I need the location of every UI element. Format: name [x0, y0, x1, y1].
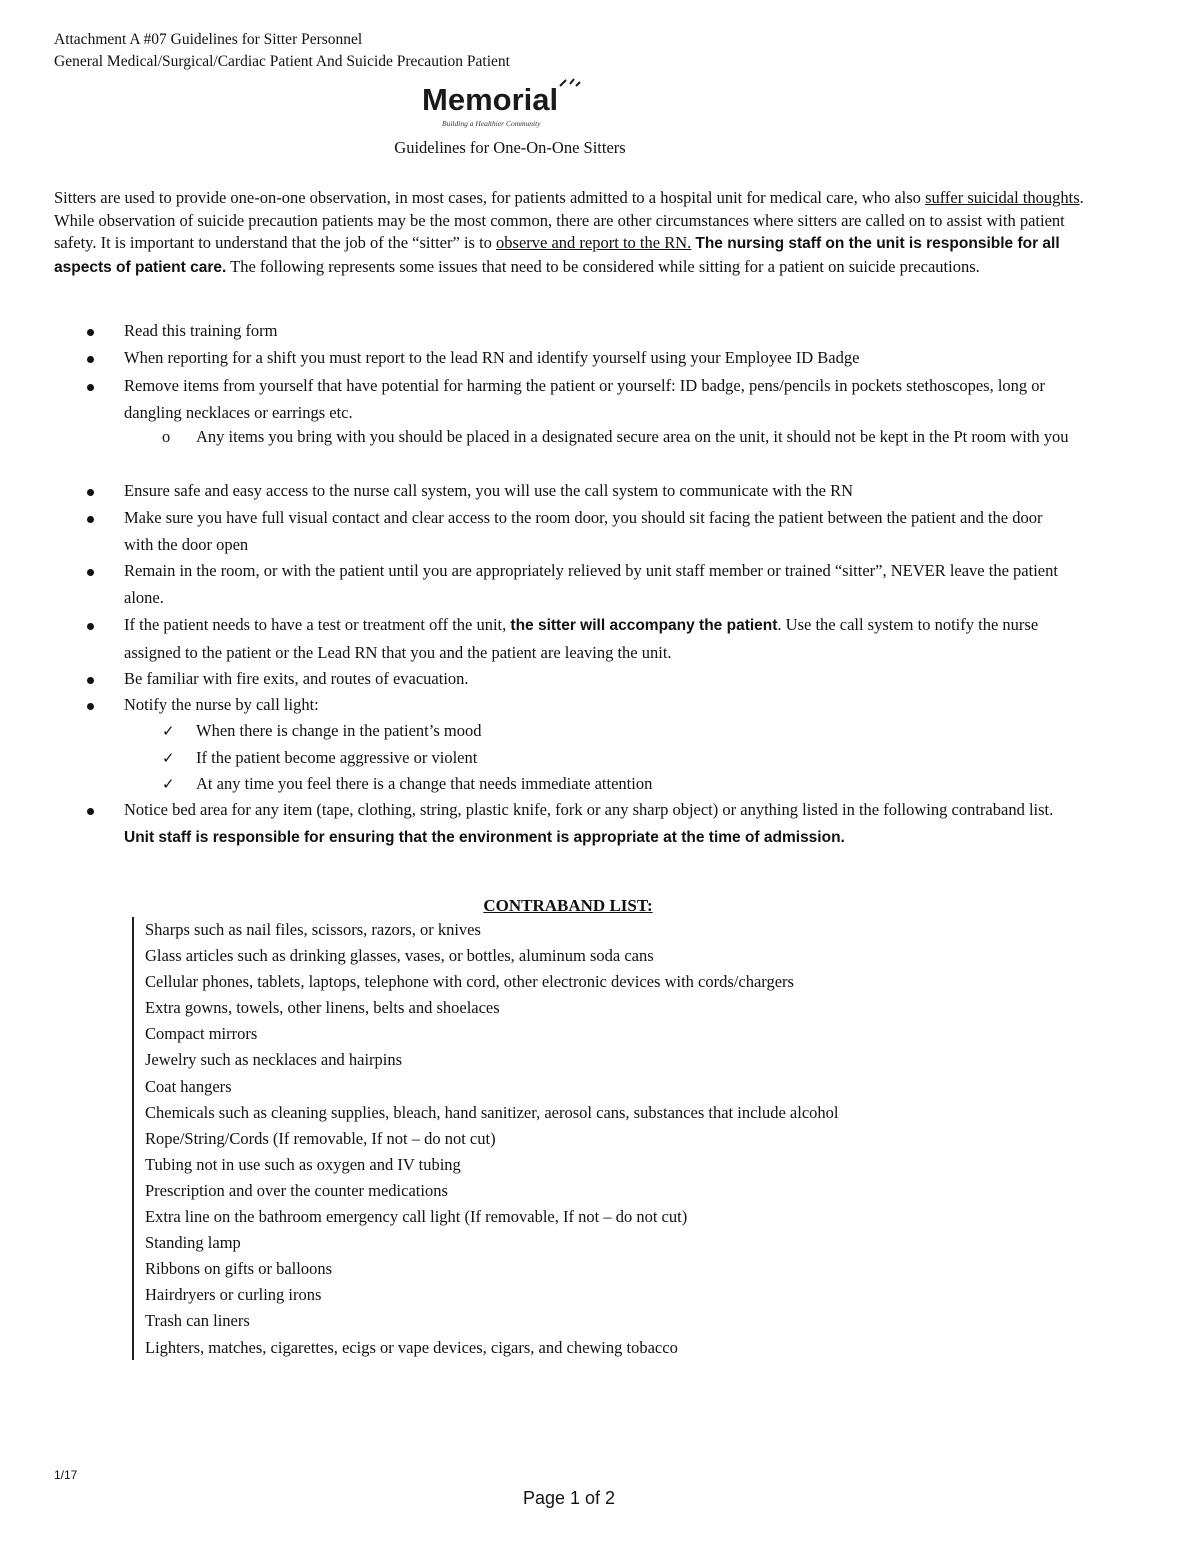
guideline-item: Ensure safe and easy access to the nurse call system, you will use the call system to communicate with the RN — [124, 478, 1074, 505]
bullet-dot — [87, 703, 94, 710]
guideline-item: If the patient needs to have a test or treatment off the unit, the sitter will accompany the patient. Use the call system to notify the nurse assigned to the patient or the Lead RN that you and the patient are leaving the unit. — [124, 612, 1074, 666]
contraband-item: Sharps such as nail files, scissors, razors, or knives — [145, 920, 481, 939]
contraband-item: Lighters, matches, cigarettes, ecigs or vape devices, cigars, and chewing tobacco — [145, 1337, 678, 1357]
contraband-list — [145, 917, 839, 1361]
guideline-item: Remain in the room, or with the patient until you are appropriately relieved by unit staff member or trained “sitter”, NEVER leave the patient alone. — [124, 558, 1074, 611]
guideline-item: Notice bed area for any item (tape, clothing, string, plastic knife, fork or any sharp object) or anything listed in the following contraband list. Unit staff is responsible for ensuring that the environment is appropriate at the time of admission. — [124, 797, 1074, 851]
header-line-category: General Medical/Surgical/Cardiac Patient And Suicide Precaution Patient — [54, 53, 510, 70]
memorial-logo — [420, 76, 610, 130]
revision-code: 1/17 — [54, 1468, 78, 1482]
contraband-item: Cellular phones, tablets, laptops, telephone with cord, other electronic devices with cords/chargers — [145, 972, 794, 992]
document-title: Guidelines for One-On-One Sitters — [394, 138, 626, 157]
bullet-dot — [87, 329, 94, 336]
guideline-item: Remove items from yourself that have potential for harming the patient or yourself: ID badge, pens/pencils in pockets stethoscopes, long or dangling necklaces or earrings etc. — [124, 373, 1074, 426]
contraband-item: Hairdryers or curling irons — [145, 1285, 322, 1305]
bullet-dot — [87, 384, 94, 391]
svg-text:Memorial: Memorial — [422, 82, 559, 117]
contraband-border — [132, 917, 134, 1360]
intro-paragraph: Sitters are used to provide one-on-one observation, in most cases, for patients admitted to a hospital unit for medical care, who also suffer suicidal thoughts. While observation of suicide precaution patients may be the most common, there are other circumstances where sitters are called on to assist with patient safety. It is important to understand that the job of the “sitter” is to observe and report to the RN. The nursing staff on the unit is responsible for all aspects of patient care. The following represents some issues that need to be considered while sitting for a patient on suicide precautions. — [54, 188, 1084, 277]
bullet-dot — [87, 623, 94, 630]
guideline-item: Notify the nurse by call light: — [124, 692, 1074, 719]
contraband-item: Chemicals such as cleaning supplies, bleach, hand sanitizer, aerosol cans, substances that include alcohol — [145, 1102, 839, 1122]
contraband-item: Trash can liners — [145, 1311, 250, 1331]
guideline-subitem: o Any items you bring with you should be placed in a designated secure area on the unit, it should not be kept in the Pt room with you — [196, 424, 1076, 451]
notify-check-item: ✓ When there is change in the patient’s mood — [196, 718, 1076, 745]
contraband-item: Standing lamp — [145, 1233, 241, 1253]
contraband-item: Prescription and over the counter medications — [145, 1180, 448, 1200]
contraband-item: Coat hangers — [145, 1076, 232, 1096]
contraband-item: Glass articles such as drinking glasses, vases, or bottles, aluminum soda cans — [145, 946, 654, 966]
page-number: Page 1 of 2 — [522, 1488, 616, 1508]
contraband-item: Ribbons on gifts or balloons — [145, 1259, 333, 1279]
bullet-dot — [87, 808, 94, 815]
sub-bullet-marker: o — [162, 427, 171, 446]
checkmark-icon: ✓ — [162, 775, 175, 793]
bullet-dot — [87, 356, 94, 363]
checkmark-icon: ✓ — [162, 722, 175, 740]
bullet-dot — [87, 516, 94, 523]
bullet-dot — [87, 569, 94, 576]
contraband-item: Extra line on the bathroom emergency call light (If removable, If not – do not cut) — [145, 1207, 688, 1227]
notify-check-item: ✓ If the patient become aggressive or violent — [196, 745, 1076, 772]
contraband-item: Extra gowns, towels, other linens, belts and shoelaces — [145, 998, 500, 1018]
contraband-item: Compact mirrors — [145, 1024, 258, 1044]
document-header — [54, 29, 510, 73]
header-line-attachment: Attachment A #07 Guidelines for Sitter Personnel — [54, 31, 363, 48]
guideline-item: Make sure you have full visual contact and clear access to the room door, you should sit facing the patient between the patient and the door with the door open — [124, 505, 1074, 558]
guideline-item: When reporting for a shift you must report to the lead RN and identify yourself using your Employee ID Badge — [124, 345, 1074, 372]
contraband-item: Tubing not in use such as oxygen and IV tubing — [145, 1154, 461, 1174]
svg-text:Building a Healthier Community: Building a Healthier Community — [442, 119, 541, 128]
contraband-title: CONTRABAND LIST: — [483, 896, 653, 915]
contraband-item: Rope/String/Cords (If removable, If not – do not cut) — [145, 1128, 496, 1148]
bullet-dot — [87, 677, 94, 684]
guideline-item: Be familiar with fire exits, and routes of evacuation. — [124, 666, 1074, 693]
checkmark-icon: ✓ — [162, 749, 175, 767]
contraband-item: Jewelry such as necklaces and hairpins — [145, 1050, 403, 1070]
guideline-item: Read this training form — [124, 318, 1074, 345]
notify-check-item: ✓ At any time you feel there is a change that needs immediate attention — [196, 771, 1076, 798]
bullet-dot — [87, 489, 94, 496]
